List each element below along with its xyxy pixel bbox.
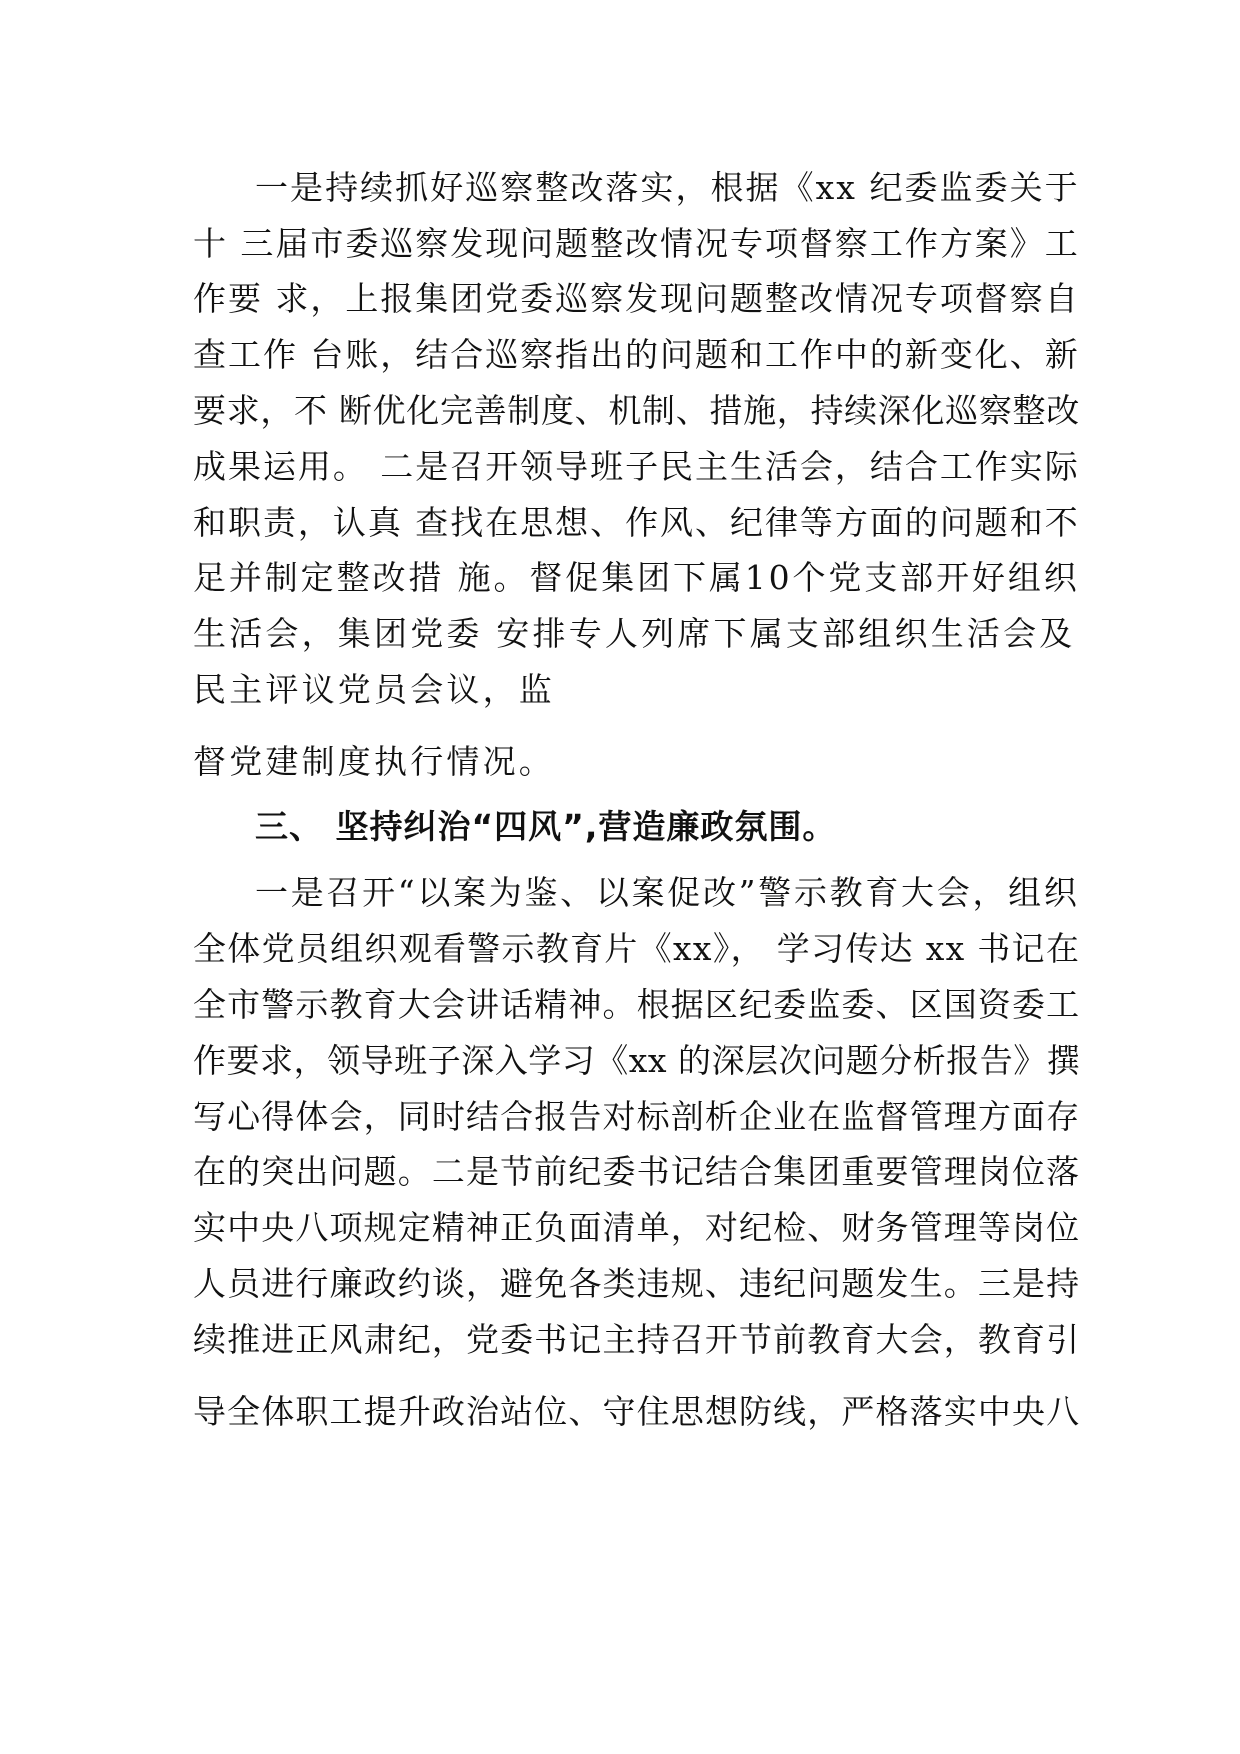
paragraph-line: 写心得体会，同时结合报告对标剖析企业在监督管理方面存 — [193, 1097, 1081, 1136]
section-heading: 三、 坚持纠治“四风”,营造廉政氛围。 — [255, 807, 837, 846]
paragraph-line: 人员进行廉政约谈，避免各类违规、违纪问题发生。三是持 — [193, 1264, 1081, 1303]
paragraph-line: 民主评议党员会议，监 — [193, 670, 555, 709]
paragraph-line: 全体党员组织观看警示教育片《xx》， 学习传达 xx 书记在 — [193, 929, 1081, 968]
paragraph-line: 生活会，集团党委 安排专人列席下属支部组织生活会及 — [193, 614, 1076, 653]
paragraph-line: 十 三届市委巡察发现问题整改情况专项督察工作方案》工 — [193, 224, 1080, 263]
paragraph-line: 续推进正风肃纪，党委书记主持召开节前教育大会，教育引 — [193, 1320, 1081, 1359]
paragraph-line: 要求，不 断优化完善制度、机制、措施，持续深化巡察整改 — [193, 391, 1080, 430]
paragraph-line: 在的突出问题。二是节前纪委书记结合集团重要管理岗位落 — [193, 1152, 1081, 1191]
paragraph-line: 和职责，认真 查找在思想、作风、纪律等方面的问题和不 — [193, 503, 1080, 542]
paragraph-line: 全市警示教育大会讲话精神。根据区纪委监委、区国资委工 — [193, 985, 1081, 1024]
paragraph-line: 查工作 台账，结合巡察指出的问题和工作中的新变化、新 — [193, 335, 1080, 374]
paragraph-line: 足并制定整改措 施。督促集团下属10个党支部开好组织 — [193, 558, 1080, 597]
paragraph-line: 督党建制度执行情况。 — [193, 742, 555, 781]
paragraph-line: 一是召开“以案为鉴、以案促改”警示教育大会，组织 — [255, 873, 1080, 912]
paragraph-line: 成果运用。 二是召开领导班子民主生活会，结合工作实际 — [193, 447, 1080, 486]
paragraph-line: 作要求，领导班子深入学习《xx 的深层次问题分析报告》撰 — [193, 1041, 1081, 1080]
paragraph-line: 实中央八项规定精神正负面清单，对纪检、财务管理等岗位 — [193, 1208, 1081, 1247]
paragraph-line: 作要 求，上报集团党委巡察发现问题整改情况专项督察自 — [193, 279, 1080, 318]
paragraph-line: 一是持续抓好巡察整改落实，根据《xx 纪委监委关于 — [255, 168, 1080, 207]
paragraph-line: 导全体职工提升政治站位、守住思想防线，严格落实中央八 — [193, 1392, 1081, 1431]
